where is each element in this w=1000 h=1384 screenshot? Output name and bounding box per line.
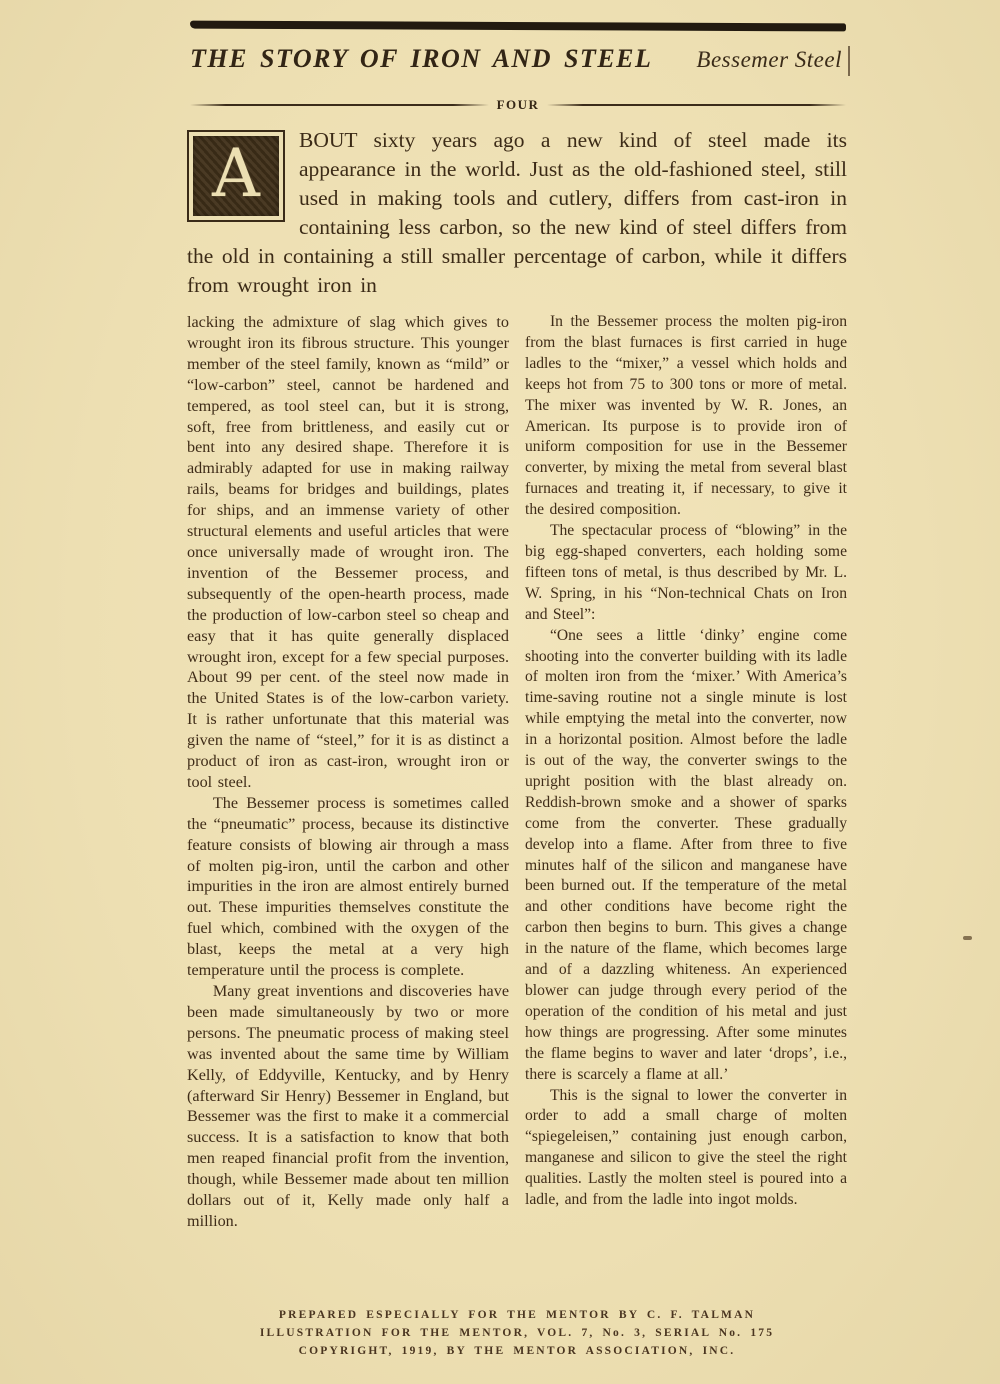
lead-paragraph-text: BOUT sixty years ago a new kind of steel made its appearance in the world. Just as the old-fashioned steel, still used in making tools and cutlery, differs from cast-iron in containing less carbon, so the new kind of steel differs from the old in containing a still smaller percentage of carbon, while it differs from wrought iron in (187, 128, 847, 297)
drop-cap-frame (187, 130, 285, 222)
colophon-line: COPYRIGHT, 1919, BY THE MENTOR ASSOCIATION, INC. (298, 1345, 736, 1357)
top-rule-bar (190, 21, 846, 32)
paragraph: The spectacular process of “blowing” in the big egg-shaped converters, each holding some fifteen tons of metal, is thus described by Mr. L. W. Spring, in his “Non-technical Chats on Iron and Steel”: (525, 522, 847, 623)
page-number-divider (190, 97, 846, 113)
drop-cap-box (193, 136, 279, 216)
colophon-line: ILLUSTRATION FOR THE MENTOR, VOL. 7, No. 3, SERIAL No. 175 (259, 1327, 775, 1339)
page-title: THE STORY OF IRON AND STEEL (190, 44, 653, 73)
page-number-label: FOUR (496, 97, 540, 112)
page-header (190, 44, 846, 74)
drop-cap-letter: A (212, 135, 260, 212)
right-column (525, 312, 847, 1297)
divider-rule-right (547, 104, 846, 106)
divider-rule-left (190, 104, 489, 106)
body-columns (187, 312, 847, 1297)
scan-speck (963, 936, 972, 940)
paragraph: Many great inventions and discoveries have been made simultaneously by two or more persons. The pneumatic process of making steel was invented about the same time by William Kelly, of Eddyville, Kentucky, and by Henry (afterward Sir Henry) Bessemer in England, but Bessemer was the first to make it a commercial success. It is a satisfaction to know that both men reaped financial profit from the invention, though, while Bessemer made about ten million dollars out of it, Kelly made only half a million. (187, 982, 509, 1230)
paragraph: This is the signal to lower the converter in order to add a small charge of molten “spiegeleisen,” containing just enough carbon, manganese and silicon to give the steel the right qualities. Lastly the molten steel is poured into a ladle, and from the ladle into ingot molds. (525, 1086, 847, 1209)
lead-paragraph (187, 126, 847, 312)
article-subtitle: Bessemer Steel (696, 47, 842, 72)
colophon-line: PREPARED ESPECIALLY FOR THE MENTOR BY C. F. TALMAN (278, 1309, 756, 1321)
paragraph: The Bessemer process is sometimes called the “pneumatic” process, because its distinctive feature consists of blowing air through a mass of molten pig-iron, until the carbon and other impurities in the iron are almost entirely burned out. These impurities themselves constitute the fuel which, combined with the oxygen of the blast, keeps the metal at a very high temperature until the process is complete. (187, 793, 509, 980)
paragraph: In the Bessemer process the molten pig-iron from the blast furnaces is first carried in huge ladles to the “mixer,” a vessel which holds and keeps hot from 75 to 300 tons or more of metal. The mixer was invented by W. R. Jones, an American. Its purpose is to provide iron of uniform composition for use in the Bessemer converter, by mixing the metal from several blast furnaces and treating it, if necessary, to give it the desired composition. (525, 313, 847, 519)
paragraph: lacking the admixture of slag which gives to wrought iron its fibrous structure. This younger member of the steel family, known as “mild” or “low-carbon” steel, cannot be hardened and tempered, as tool steel can, but it is strong, soft, free from brittleness, and easily cut or bent into any desired shape. Therefore it is admirably adapted for use in making railway rails, beams for bridges and buildings, plates for ships, and an immense variety of other structural elements and useful articles that were once universally made of wrought iron. The invention of the Bessemer process, and subsequently of the open-hearth process, made the production of low-carbon steel so cheap and easy that it has quite generally displaced wrought iron, except for a few special purposes. About 99 per cent. of the steel now made in the United States is of the low-carbon variety. It is rather unfortunate that this material was given the name of “steel,” for it is as distinct a product of iron as cast-iron, wrought iron or tool steel. (187, 313, 510, 791)
scan-artifact-line (848, 46, 850, 76)
paragraph: “One sees a little ‘dinky’ engine come shooting into the converter building with its ladle of molten iron from the ‘mixer.’ With America’s time-saving routine not a single minute is lost while emptying the metal into the converter, now in a horizontal position. Almost before the ladle is out of the way, the converter swings to the upright position with the blast already on. Reddish-brown smoke and a shower of sparks come from the converter. These gradually develop into a flame. After from three to five minutes half of the silicon and manganese have been burned out. If the temperature of the metal and other conditions have become right the carbon then begins to burn. This gives a change in the nature of the flame, which becomes large and of a dazzling whiteness. An experienced blower can judge through every period of the operation of the condition of his metal and just how things are progressing. After some minutes the flame begins to waver and later ‘drops’, i.e., there is scarcely a flame at all.’ (525, 626, 847, 1083)
colophon (187, 1306, 847, 1360)
left-column (187, 312, 509, 1297)
